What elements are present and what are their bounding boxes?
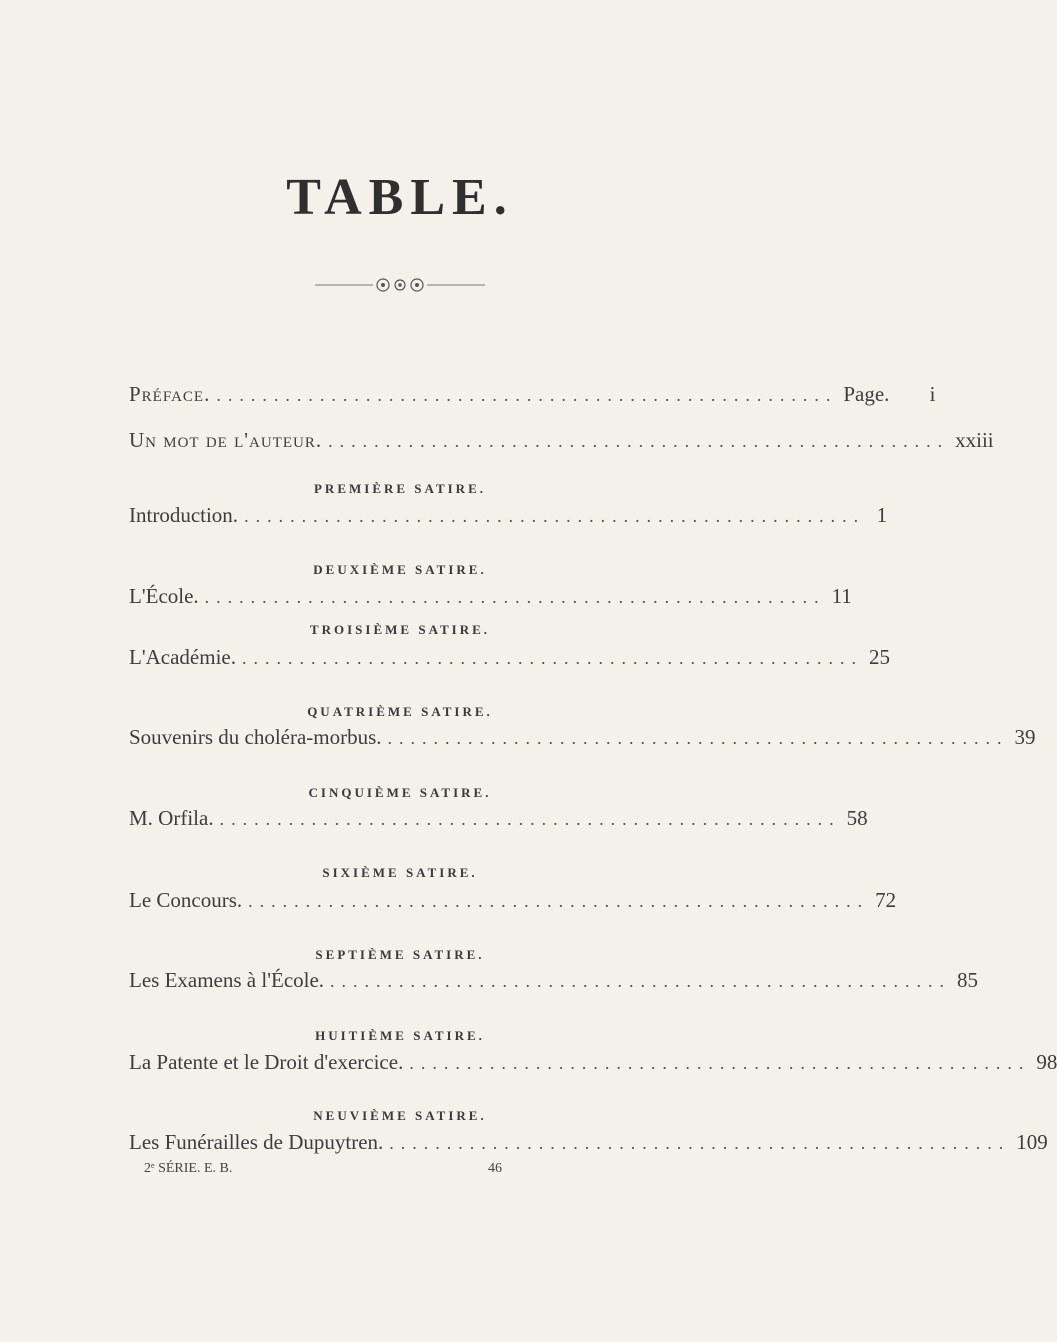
toc-entry bbox=[129, 503, 888, 533]
entry-label: Les Examens à l'École. bbox=[129, 968, 325, 992]
entry-label: La Patente et le Droit d'exercice. bbox=[129, 1050, 404, 1074]
entry-label: Le Concours. bbox=[129, 888, 243, 912]
satire-heading: NEUVIÈME SATIRE. bbox=[313, 1108, 487, 1123]
toc-entry bbox=[129, 806, 868, 836]
entry-label: L'École. bbox=[129, 584, 199, 608]
toc-entry-author-note bbox=[129, 428, 994, 458]
ornament-rule-icon bbox=[315, 270, 485, 300]
page-title: TABLE. bbox=[286, 169, 514, 226]
satire-heading: QUATRIÈME SATIRE. bbox=[307, 704, 493, 719]
toc-entry bbox=[129, 645, 890, 675]
entry-label: M. Orfila. bbox=[129, 806, 214, 830]
page-number: 58 bbox=[846, 806, 868, 830]
page-number: 1 bbox=[876, 503, 888, 527]
entry-label: Souvenirs du choléra-morbus. bbox=[129, 725, 382, 749]
leader-dots: ...................................................... bbox=[219, 809, 841, 829]
page-number: 109 bbox=[1016, 1130, 1048, 1154]
entry-label: Introduction. bbox=[129, 503, 239, 527]
leader-dots: ...................................................... bbox=[244, 506, 866, 526]
leader-dots: ...................................................... bbox=[328, 431, 950, 451]
page-number: 11 bbox=[831, 584, 852, 608]
toc-entry bbox=[129, 968, 979, 998]
toc-entry-preface bbox=[129, 382, 936, 412]
satire-heading: SEPTIÈME SATIRE. bbox=[315, 947, 485, 962]
satire-heading: TROISIÈME SATIRE. bbox=[309, 622, 491, 637]
entry-label: L'Académie. bbox=[129, 645, 236, 669]
satire-heading: SIXIÈME SATIRE. bbox=[322, 865, 478, 880]
page-number: 72 bbox=[875, 888, 897, 912]
leader-dots: ...................................................... bbox=[216, 385, 838, 405]
signature-mark: 2ᵉ SÉRIE. E. B. bbox=[144, 1161, 233, 1176]
leader-dots: ...................................................... bbox=[387, 728, 1009, 748]
page-number: 85 bbox=[957, 968, 979, 992]
satire-heading: CINQUIÈME SATIRE. bbox=[308, 785, 492, 800]
toc-entry bbox=[129, 584, 852, 614]
toc-entry bbox=[129, 1050, 1057, 1080]
sheet-number: 46 bbox=[488, 1161, 502, 1176]
entry-label: Un mot de l'auteur. bbox=[129, 428, 323, 452]
satire-heading: HUITIÈME SATIRE. bbox=[315, 1028, 485, 1043]
page-number: 39 bbox=[1014, 725, 1036, 749]
page-number: xxiii bbox=[955, 428, 994, 452]
leader-dots: ...................................................... bbox=[204, 587, 826, 607]
page-prefix: Page. bbox=[843, 382, 890, 406]
entry-label: Les Funérailles de Dupuytren. bbox=[129, 1130, 384, 1154]
leader-dots: ...................................................... bbox=[330, 971, 952, 991]
leader-dots: ...................................................... bbox=[409, 1053, 1031, 1073]
page-number: i bbox=[929, 382, 936, 406]
leader-dots: ...................................................... bbox=[389, 1133, 1011, 1153]
entry-label: Préface. bbox=[129, 382, 211, 406]
toc-entry bbox=[129, 1130, 1048, 1160]
page-number: 98 bbox=[1036, 1050, 1057, 1074]
leader-dots: ...................................................... bbox=[248, 891, 870, 911]
toc-entry bbox=[129, 888, 897, 918]
satire-heading: DEUXIÈME SATIRE. bbox=[313, 562, 487, 577]
toc-entry bbox=[129, 725, 1036, 755]
satire-heading: PREMIÈRE SATIRE. bbox=[313, 481, 486, 496]
page-number: 25 bbox=[868, 645, 890, 669]
leader-dots: ...................................................... bbox=[241, 648, 863, 668]
